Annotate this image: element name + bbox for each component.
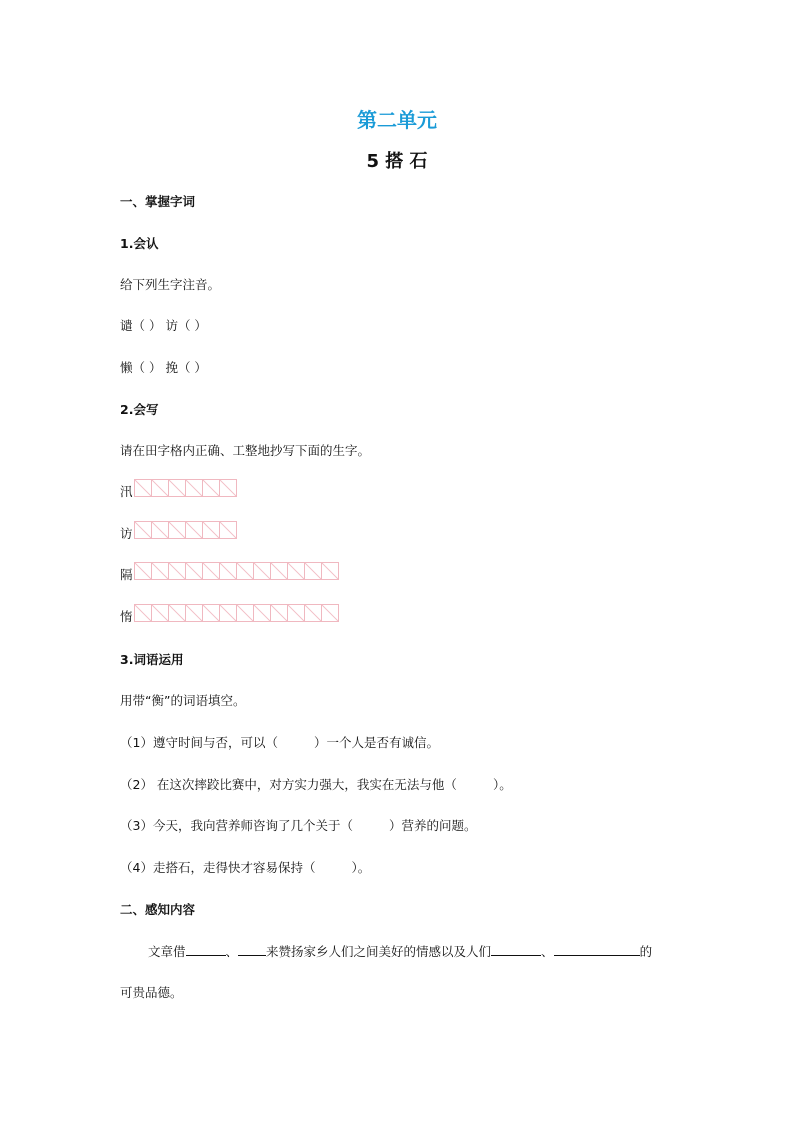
part2-instruction: 请在田字格内正确、工整地抄写下面的生字。 xyxy=(120,443,371,458)
grid-row-2 xyxy=(120,521,236,539)
grid-char: 惰 xyxy=(120,609,133,624)
fill-item-text: ）。 xyxy=(492,777,512,792)
fill-item-1 xyxy=(120,735,439,751)
comprehension-line-2: 可贵品德。 xyxy=(120,985,183,1000)
comprehension-text: 文章借 xyxy=(148,944,186,959)
comprehension-text: 的 xyxy=(639,944,653,959)
writing-grid-cell[interactable] xyxy=(304,604,322,622)
writing-grid-cell[interactable] xyxy=(185,562,203,580)
fill-item-text: ）营养的问题。 xyxy=(388,818,477,833)
comprehension-text: 、 xyxy=(541,944,554,959)
writing-grid-cell[interactable] xyxy=(219,479,237,497)
writing-grid-cell[interactable] xyxy=(304,562,322,580)
writing-grid-cell[interactable] xyxy=(134,479,152,497)
writing-grid-cell[interactable] xyxy=(202,604,220,622)
writing-grid-cell[interactable] xyxy=(168,604,186,622)
fill-item-text: （1）遵守时间与否，可以（ xyxy=(120,735,278,750)
grid-char: 访 xyxy=(120,526,133,541)
part3-heading: 3.词语运用 xyxy=(120,652,184,667)
writing-grid[interactable] xyxy=(134,479,236,497)
writing-grid-cell[interactable] xyxy=(236,604,254,622)
writing-grid-cell[interactable] xyxy=(134,562,152,580)
writing-grid-cell[interactable] xyxy=(185,521,203,539)
writing-grid-cell[interactable] xyxy=(219,521,237,539)
writing-grid-cell[interactable] xyxy=(236,562,254,580)
writing-grid-cell[interactable] xyxy=(202,562,220,580)
writing-grid-cell[interactable] xyxy=(253,604,271,622)
writing-grid[interactable] xyxy=(134,562,338,580)
writing-grid-cell[interactable] xyxy=(270,604,288,622)
grid-row-3 xyxy=(120,562,338,580)
writing-grid[interactable] xyxy=(134,521,236,539)
unit-title: 第二单元 xyxy=(357,108,437,132)
grid-char: 汛 xyxy=(120,484,133,499)
fill-item-text: （4）走搭石，走得快才容易保持（ xyxy=(120,860,316,875)
writing-grid-cell[interactable] xyxy=(168,521,186,539)
comprehension-text: 、 xyxy=(225,944,239,959)
writing-grid-cell[interactable] xyxy=(185,479,203,497)
writing-grid-cell[interactable] xyxy=(287,562,305,580)
pinyin-line-2: 懒（ ） 挽（ ） xyxy=(120,360,207,375)
writing-grid-cell[interactable] xyxy=(253,562,271,580)
section2-heading: 二、感知内容 xyxy=(120,902,196,917)
writing-grid-cell[interactable] xyxy=(151,562,169,580)
fill-item-3 xyxy=(120,818,476,834)
grid-row-1 xyxy=(120,479,236,497)
fill-item-4 xyxy=(120,860,370,876)
writing-grid-cell[interactable] xyxy=(202,521,220,539)
writing-grid-cell[interactable] xyxy=(321,604,339,622)
fill-item-text: （2） 在这次摔跤比赛中，对方实力强大，我实在无法与他（ xyxy=(120,777,457,792)
grid-row-4 xyxy=(120,604,338,622)
part1-instruction: 给下列生字注音。 xyxy=(120,277,221,292)
writing-grid-cell[interactable] xyxy=(168,562,186,580)
writing-grid-cell[interactable] xyxy=(151,521,169,539)
fill-item-text: ）一个人是否有诚信。 xyxy=(313,735,439,750)
answer-blank[interactable] xyxy=(491,943,541,956)
answer-blank[interactable] xyxy=(186,943,226,956)
writing-grid-cell[interactable] xyxy=(202,479,220,497)
writing-grid-cell[interactable] xyxy=(219,562,237,580)
writing-grid-cell[interactable] xyxy=(151,604,169,622)
writing-grid-cell[interactable] xyxy=(321,562,339,580)
lesson-title: 5 搭 石 xyxy=(366,151,428,172)
answer-blank[interactable] xyxy=(554,943,640,956)
fill-item-text: （3）今天，我向营养师咨询了几个关于（ xyxy=(120,818,353,833)
answer-blank[interactable] xyxy=(238,943,266,956)
writing-grid[interactable] xyxy=(134,604,338,622)
writing-grid-cell[interactable] xyxy=(151,479,169,497)
fill-item-text: ）。 xyxy=(351,860,371,875)
part2-heading: 2.会写 xyxy=(120,402,159,417)
grid-char: 隔 xyxy=(120,567,133,582)
comprehension-text: 来赞扬家乡人们之间美好的情感以及人们 xyxy=(266,944,492,959)
writing-grid-cell[interactable] xyxy=(134,521,152,539)
writing-grid-cell[interactable] xyxy=(134,604,152,622)
writing-grid-cell[interactable] xyxy=(219,604,237,622)
part1-heading: 1.会认 xyxy=(120,236,159,251)
writing-grid-cell[interactable] xyxy=(270,562,288,580)
writing-grid-cell[interactable] xyxy=(287,604,305,622)
comprehension-line-1 xyxy=(148,943,652,960)
section1-heading: 一、掌握字词 xyxy=(120,194,196,209)
writing-grid-cell[interactable] xyxy=(168,479,186,497)
fill-item-2 xyxy=(120,777,512,793)
part3-instruction: 用带“衡”的词语填空。 xyxy=(120,693,246,708)
writing-grid-cell[interactable] xyxy=(185,604,203,622)
pinyin-line-1: 谴（ ） 访（ ） xyxy=(120,318,207,333)
